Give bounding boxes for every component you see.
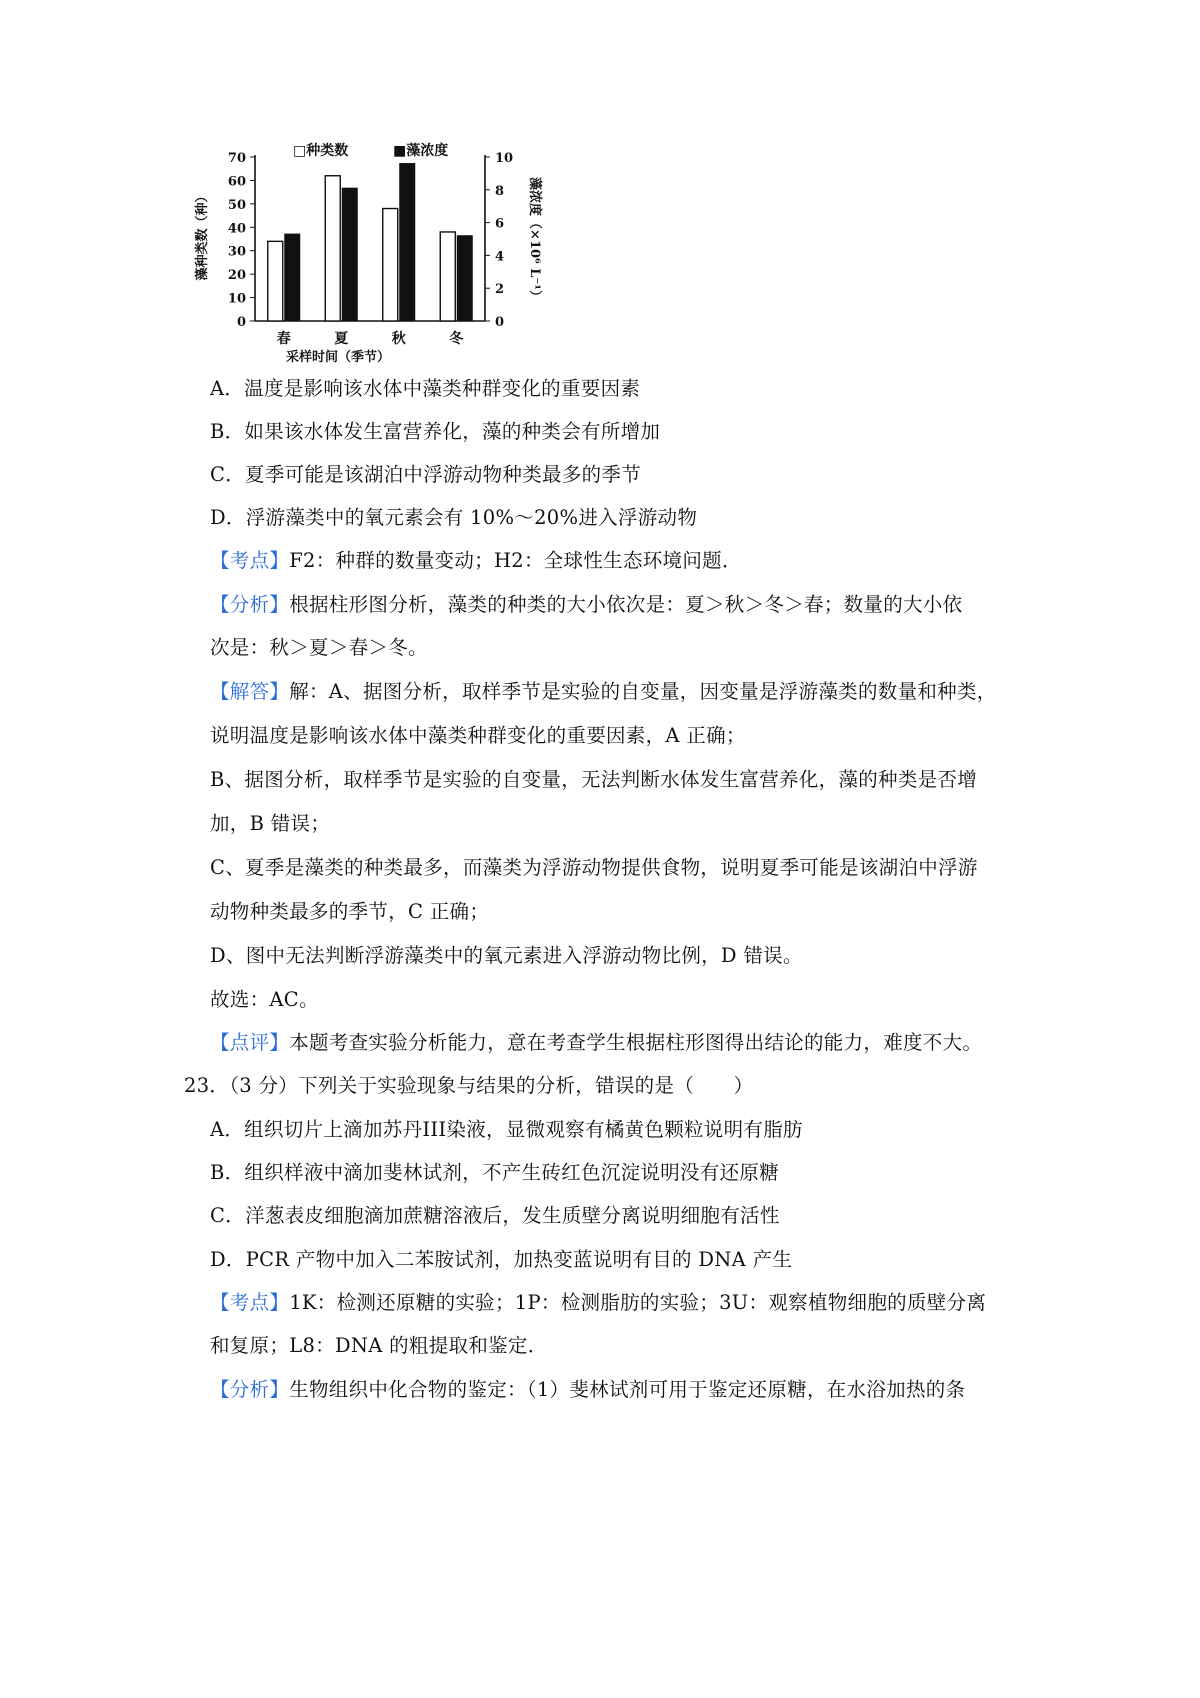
q23-stem: 23．（3 分）下列关于实验现象与结果的分析，错误的是（ ） — [184, 1074, 754, 1097]
q22-option-c: C．夏季可能是该湖泊中浮游动物种类最多的季节 — [210, 463, 642, 486]
q22-jieda-line-5: C、夏季是藻类的种类最多，而藻类为浮游动物提供食物，说明夏季可能是该湖泊中浮游 — [210, 856, 978, 879]
q22-jieda-line-2: 说明温度是影响该水体中藻类种群变化的重要因素，A 正确； — [210, 724, 746, 747]
y-left-tick-label: 40 — [227, 221, 246, 237]
y-left-tick-label: 20 — [227, 268, 246, 284]
y-left-tick-label: 60 — [227, 174, 246, 190]
q23-kaodian-line-2: 和复原；L8：DNA 的粗提取和鉴定． — [210, 1334, 548, 1357]
y-right-tick-label: 10 — [495, 151, 514, 166]
y-right-tick-label: 2 — [495, 282, 505, 298]
y-right-tick-label: 0 — [495, 315, 505, 330]
jieda-text: 解：A、据图分析，取样季节是实验的自变量，因变量是浮游藻类的数量和种类， — [289, 680, 997, 703]
kaodian-text: F2：种群的数量变动；H2：全球性生态环境问题． — [289, 549, 742, 572]
q23-option-d: D．PCR 产物中加入二苯胺试剂，加热变蓝说明有目的 DNA 产生 — [210, 1248, 793, 1271]
q22-option-d: D．浮游藻类中的氧元素会有 10%～20%进入浮游动物 — [210, 506, 698, 529]
y-right-tick-label: 6 — [495, 216, 505, 232]
q22-jieda-line-4: 加，B 错误； — [210, 812, 331, 835]
bar-algae-concentration — [457, 236, 472, 321]
q22-option-a: A．温度是影响该水体中藻类种群变化的重要因素 — [210, 377, 641, 400]
y-right-tick-label: 8 — [495, 183, 505, 199]
q22-jieda-line-7: D、图中无法判断浮游藻类中的氧元素进入浮游动物比例，D 错误。 — [210, 944, 803, 967]
kaodian-tag: 【考点】 — [210, 1291, 290, 1314]
q23-kaodian — [210, 1289, 986, 1317]
bar-algae-concentration — [400, 164, 415, 321]
legend-item-species: □种类数 — [293, 143, 349, 159]
y-axis-left-label: 藻种类数（种） — [195, 189, 210, 281]
q22-jieda-line-6: 动物种类最多的季节，C 正确； — [210, 900, 490, 923]
y-left-tick-label: 10 — [227, 291, 246, 307]
fenxi-tag: 【分析】 — [210, 1378, 290, 1401]
y-axis-right-label: 藻浓度（×10⁶ L⁻¹） — [527, 177, 542, 303]
y-left-tick-label: 0 — [236, 315, 246, 330]
q22-option-b: B．如果该水体发生富营养化，藻的种类会有所增加 — [210, 420, 661, 443]
bar-algae-concentration — [342, 188, 357, 321]
chart-canvas — [195, 140, 585, 405]
bar-species-count — [440, 232, 455, 321]
x-category-label: 冬 — [449, 331, 464, 347]
q22-jieda-line-3: B、据图分析，取样季节是实验的自变量，无法判断水体发生富营养化，藻的种类是否增 — [210, 768, 978, 791]
x-category-label: 夏 — [334, 331, 349, 347]
y-left-tick-label: 30 — [227, 244, 246, 260]
y-left-tick-label: 70 — [227, 151, 246, 166]
jieda-tag: 【解答】 — [210, 680, 290, 703]
q23-option-c: C．洋葱表皮细胞滴加蔗糖溶液后，发生质壁分离说明细胞有活性 — [210, 1204, 780, 1227]
bar-species-count — [383, 209, 398, 321]
x-axis-label: 采样时间（季节） — [285, 350, 391, 365]
bar-species-count — [325, 176, 340, 321]
chart-bars — [268, 164, 473, 321]
q23-option-b: B．组织样液中滴加斐林试剂，不产生砖红色沉淀说明没有还原糖 — [210, 1161, 780, 1184]
q22-kaodian — [210, 547, 742, 575]
kaodian-text: 1K：检测还原糖的实验；1P：检测脂肪的实验；3U：观察植物细胞的质壁分离 — [289, 1291, 987, 1314]
q22-dianping — [210, 1029, 982, 1057]
bar-algae-concentration — [285, 234, 300, 321]
legend-item-concentration: ■藻浓度 — [393, 143, 449, 159]
fenxi-text: 生物组织中化合物的鉴定：（1）斐林试剂可用于鉴定还原糖，在水浴加热的条 — [289, 1378, 966, 1401]
q23-option-a: A．组织切片上滴加苏丹III染液，显微观察有橘黄色颗粒说明有脂肪 — [210, 1118, 803, 1141]
bar-species-count — [268, 241, 283, 321]
q23-fenxi — [210, 1376, 965, 1404]
chart-legend — [293, 142, 448, 159]
fenxi-tag: 【分析】 — [210, 593, 290, 616]
q22-jieda — [210, 678, 997, 706]
algae-bar-chart — [195, 140, 585, 405]
dianping-text: 本题考查实验分析能力，意在考查学生根据柱形图得出结论的能力，难度不大。 — [289, 1031, 983, 1054]
dianping-tag: 【点评】 — [210, 1031, 290, 1054]
x-category-label: 秋 — [391, 331, 406, 347]
fenxi-text: 根据柱形图分析，藻类的种类的大小依次是：夏＞秋＞冬＞春；数量的大小依 — [289, 593, 963, 616]
y-left-tick-label: 50 — [227, 197, 246, 213]
q22-fenxi-line-2: 次是：秋＞夏＞春＞冬。 — [210, 636, 428, 659]
kaodian-tag: 【考点】 — [210, 549, 290, 572]
y-right-tick-label: 4 — [495, 249, 505, 265]
q22-answer: 故选：AC。 — [210, 988, 319, 1011]
q22-fenxi — [210, 591, 962, 619]
x-category-label: 春 — [276, 331, 291, 347]
